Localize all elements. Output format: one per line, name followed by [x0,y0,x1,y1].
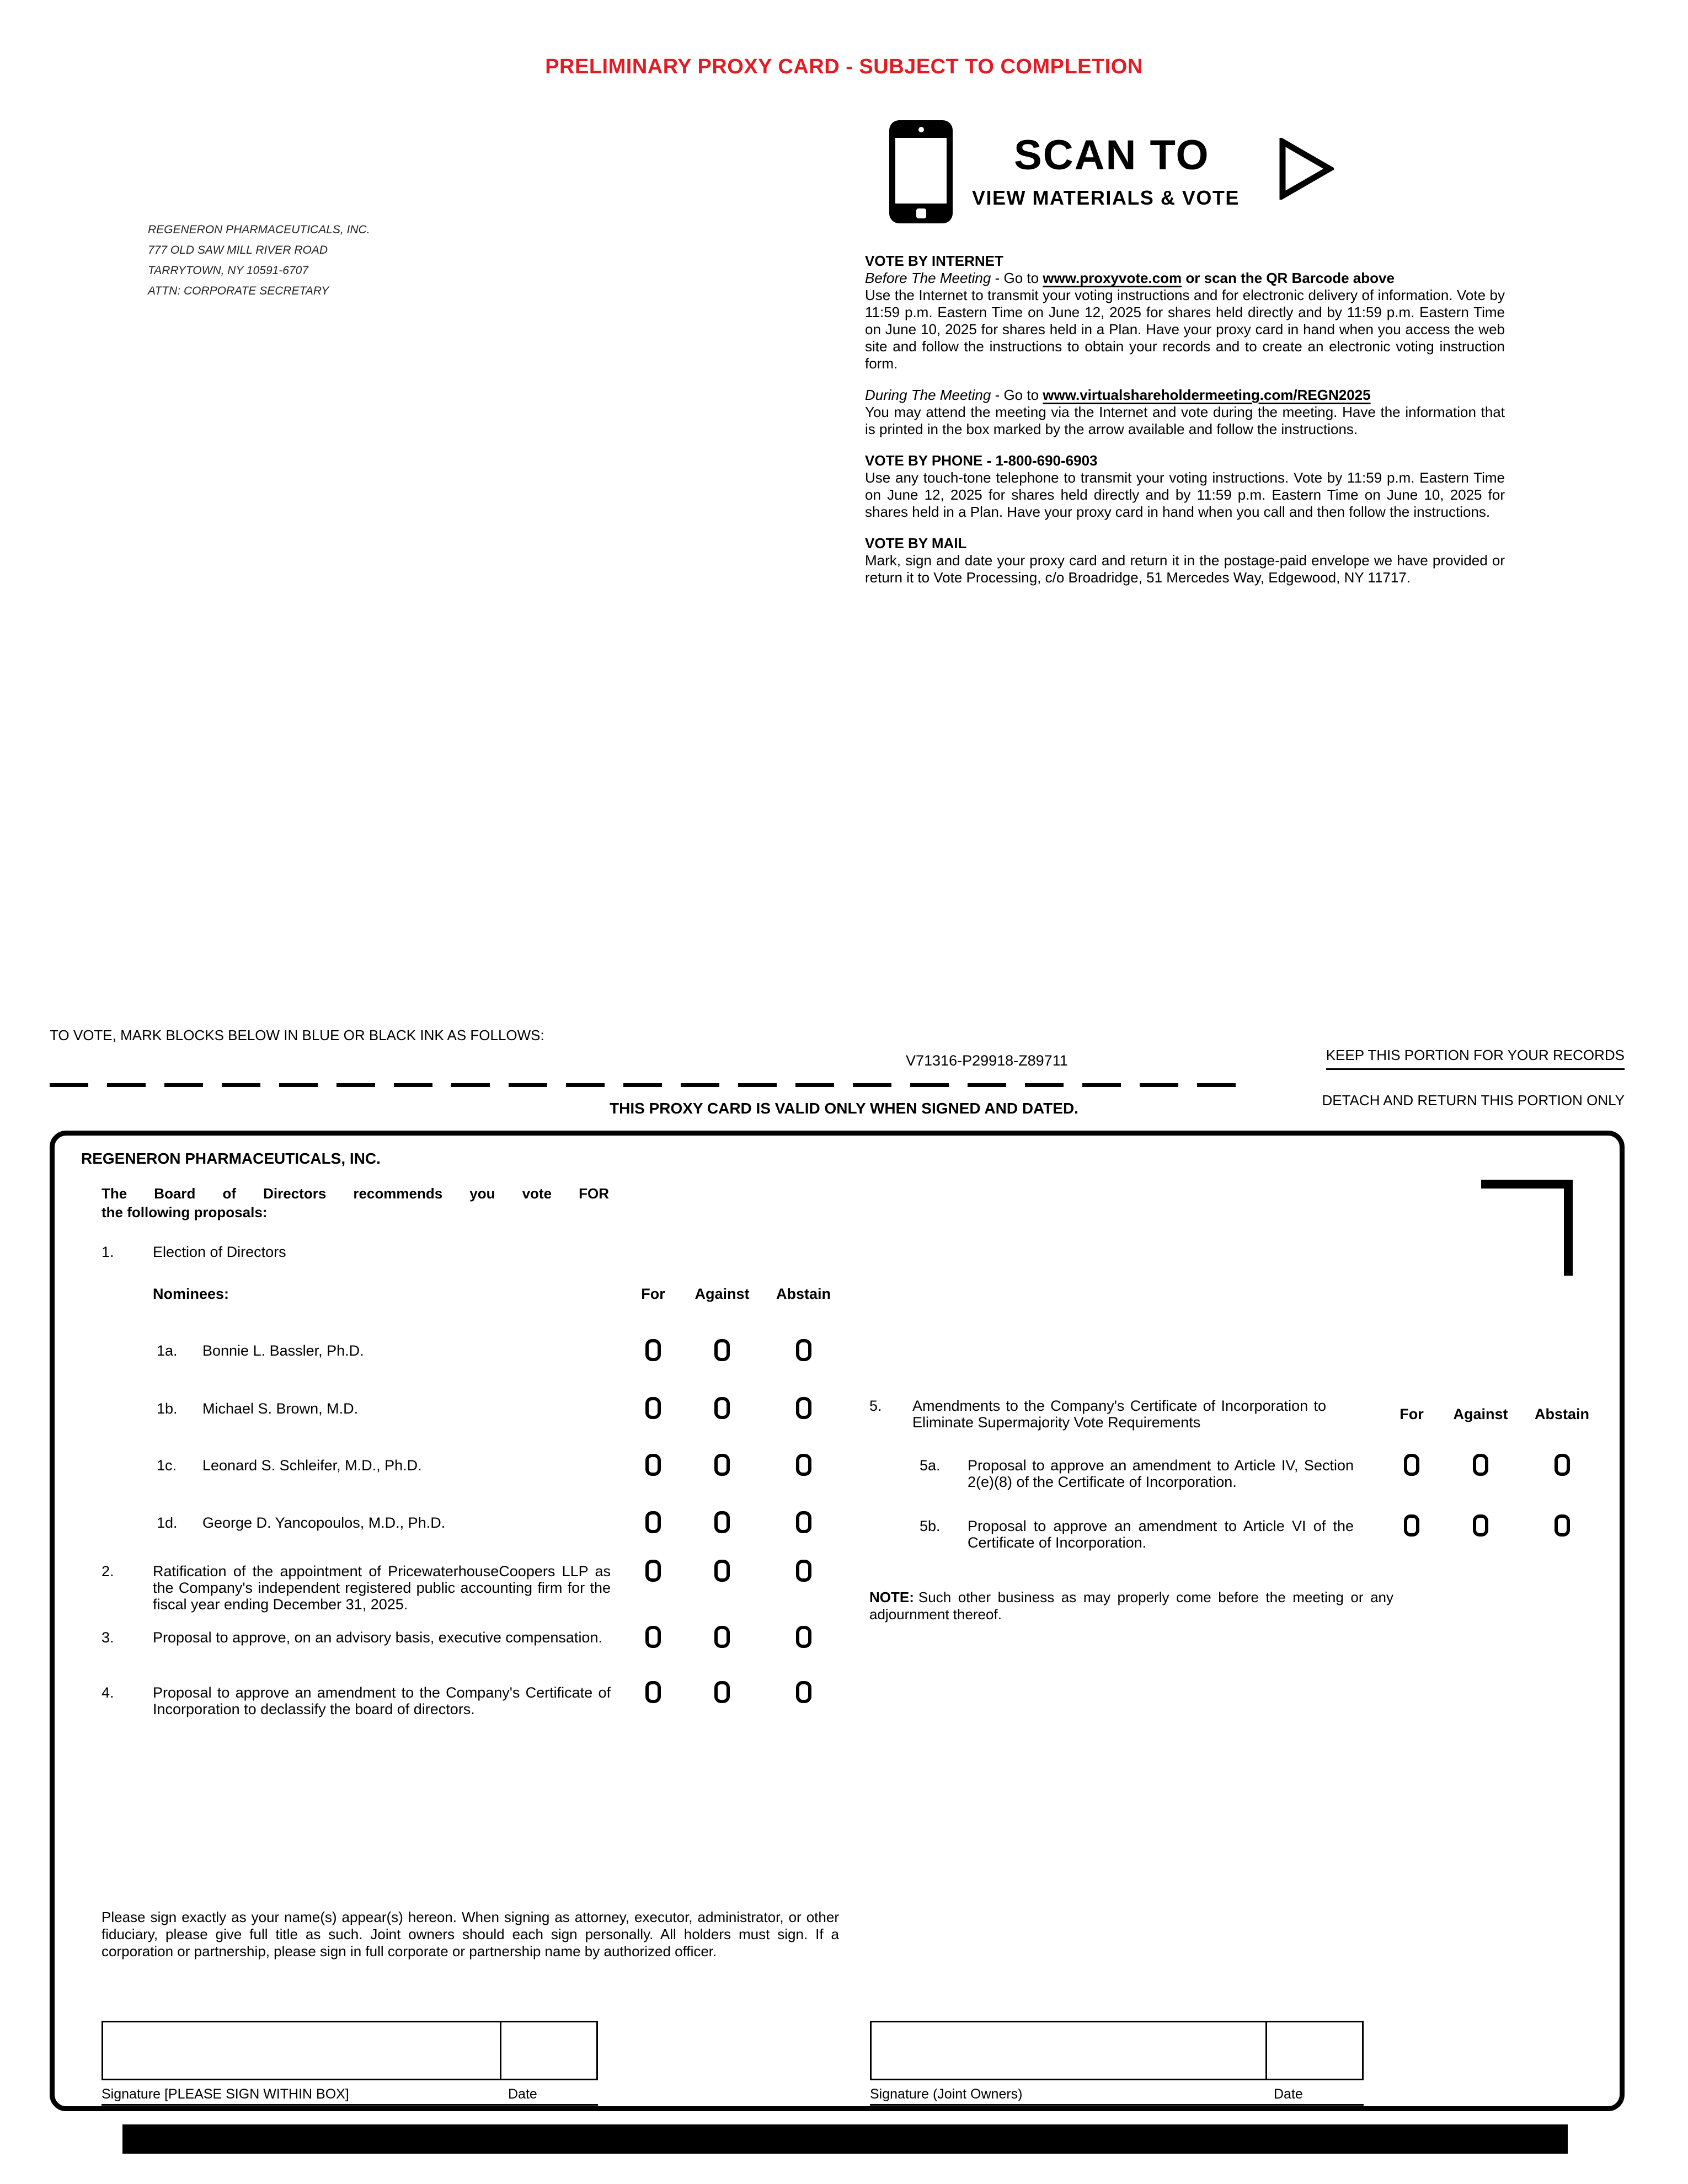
proposal-text: Proposal to approve, on an advisory basis, executive compensation. [153,1629,602,1646]
proxyvote-link[interactable]: www.proxyvote.com [1043,270,1182,286]
board-recommendation [102,1184,609,1222]
vote-boxes [623,1397,846,1422]
vote-by-phone-heading: VOTE BY PHONE - 1-800-690-6903 [865,452,1098,469]
for-checkbox[interactable] [645,1560,661,1582]
phone-camera-dot [918,127,924,132]
for-checkbox[interactable] [1404,1454,1419,1476]
for-checkbox[interactable] [1404,1514,1419,1537]
sign-instructions: Please sign exactly as your name(s) appear(s) hereon. When signing as attorney, executor, administrator, or other fiduciary, please give full title as such. Joint owners should each sign personally. All holders must sign. If a corporation or partnership, please sign in full corporate or partnership name by authorized officer. [102,1909,839,1960]
date1-label: Date [508,2086,537,2102]
scan-to-subtitle: VIEW MATERIALS & VOTE [972,186,1240,209]
virtualshareholdermeeting-link[interactable]: www.virtualshareholdermeeting.com/REGN2025 [1043,387,1371,403]
proposal-number: 4. [102,1684,114,1701]
control-number: V71316-P29918-Z89711 [906,1052,1068,1069]
proposal-number: 5a. [920,1457,941,1474]
abstain-checkbox[interactable] [796,1511,811,1533]
phone-screen [895,138,947,204]
scan-strip [122,2124,1568,2154]
date2-label: Date [1274,2086,1303,2102]
before-meeting-tail: or scan the QR Barcode above [1182,270,1395,286]
against-checkbox[interactable] [714,1397,730,1419]
proposal-number: 2. [102,1563,114,1580]
company-address [148,220,370,301]
vote-boxes [623,1626,846,1651]
proposal-text: Proposal to approve an amendment to Article VI of the Certificate of Incorporation. [968,1518,1354,1551]
note-text: Such other business as may properly come before the meeting or any adjournment thereof. [869,1589,1393,1623]
abstain-checkbox[interactable] [796,1454,811,1476]
during-meeting-paragraph: You may attend the meeting via the Internet and vote during the meeting. Have the information that is printed in the box marked by the arrow available and follow the instructions. [865,404,1505,437]
for-header: For [1399,1406,1424,1422]
abstain-header: Abstain [776,1286,831,1302]
against-checkbox[interactable] [714,1626,730,1648]
during-meeting-sep: - Go to [991,387,1043,403]
preliminary-notice: PRELIMINARY PROXY CARD - SUBJECT TO COMPLETION [545,55,1143,78]
nominee-number: 1a. [157,1342,178,1359]
vote-boxes [623,1454,846,1479]
against-checkbox[interactable] [714,1511,730,1533]
address-attn: ATTN: CORPORATE SECRETARY [148,285,329,297]
address-city: TARRYTOWN, NY 10591-6707 [148,264,309,277]
vote-boxes [1381,1514,1605,1539]
corner-registration-mark [1481,1180,1573,1276]
before-meeting-sep: - Go to [991,270,1043,286]
proposal-text: Ratification of the appointment of PricewaterhouseCoopers LLP as the Company's independent registered public accounting firm for the fiscal year ending December 31, 2025. [153,1563,611,1613]
keep-portion-note: KEEP THIS PORTION FOR YOUR RECORDS [1326,1047,1625,1070]
against-checkbox[interactable] [1473,1454,1488,1476]
abstain-checkbox[interactable] [796,1560,811,1582]
against-checkbox[interactable] [714,1681,730,1703]
proposal-number: 3. [102,1629,114,1646]
signature-underline-right [870,2104,1364,2106]
proposal-text: Proposal to approve an amendment to the Company's Certificate of Incorporation to declassify the board of directors. [153,1684,611,1717]
against-checkbox[interactable] [1473,1514,1488,1537]
proposal-text: Proposal to approve an amendment to Article IV, Section 2(e)(8) of the Certificate of Incorporation. [968,1457,1354,1490]
vote-boxes [1381,1454,1605,1479]
ballot-card [50,1131,1625,2111]
abstain-checkbox[interactable] [796,1339,811,1361]
vote-columns-header-right [1381,1406,1605,1423]
vote-boxes [623,1339,846,1364]
board-recommendation-line1: The Board of Directors recommends you vote FOR [102,1185,609,1202]
before-meeting-label: Before The Meeting [865,270,991,286]
abstain-checkbox[interactable] [1555,1514,1570,1537]
abstain-checkbox[interactable] [796,1626,811,1648]
arrow-icon [1279,138,1334,200]
note-label: NOTE: [869,1589,914,1605]
for-header: For [641,1286,665,1302]
for-checkbox[interactable] [645,1339,661,1361]
board-recommendation-line2: the following proposals: [102,1204,268,1221]
scan-to-title: SCAN TO [1014,132,1210,179]
address-company: REGENERON PHARMACEUTICALS, INC. [148,223,370,236]
against-checkbox[interactable] [714,1560,730,1582]
other-business-note [869,1589,1393,1623]
vote-by-mail-heading: VOTE BY MAIL [865,535,967,552]
mark-instruction: TO VOTE, MARK BLOCKS BELOW IN BLUE OR BLACK INK AS FOLLOWS: [50,1027,544,1043]
against-header: Against [1453,1406,1508,1422]
for-checkbox[interactable] [645,1511,661,1533]
vote-boxes [623,1560,846,1585]
abstain-header: Abstain [1534,1406,1589,1422]
proposal-number: 1. [102,1244,114,1260]
perforation-line [50,1083,1252,1087]
vote-columns-header-left [623,1286,846,1303]
nominee-number: 1d. [157,1514,178,1531]
smartphone-icon [889,120,953,223]
against-checkbox[interactable] [714,1339,730,1361]
signature-underline-left [102,2104,598,2106]
signature2-label: Signature (Joint Owners) [870,2086,1023,2102]
nominee-name: Leonard S. Schleifer, M.D., Ph.D. [202,1457,422,1474]
signature1-label: Signature [PLEASE SIGN WITHIN BOX] [102,2086,349,2102]
card-company-name: REGENERON PHARMACEUTICALS, INC. [81,1150,381,1167]
for-checkbox[interactable] [645,1681,661,1703]
signature-box-primary[interactable] [102,2021,501,2080]
during-meeting-line [865,387,1505,404]
nominee-number: 1b. [157,1400,178,1417]
date-box-joint[interactable] [1265,2021,1364,2080]
during-meeting-label: During The Meeting [865,387,991,403]
vote-boxes [623,1511,846,1536]
for-checkbox[interactable] [645,1397,661,1419]
nominee-number: 1c. [157,1457,177,1474]
voting-instructions [865,253,1505,586]
nominees-label: Nominees: [153,1286,229,1302]
proposal-text: Election of Directors [153,1244,286,1260]
against-header: Against [695,1286,750,1302]
abstain-checkbox[interactable] [796,1397,811,1419]
signature-box-joint[interactable] [870,2021,1267,2080]
vote-by-internet-heading: VOTE BY INTERNET [865,253,1003,269]
internet-instructions-paragraph: Use the Internet to transmit your voting instructions and for electronic delivery of information. Vote by 11:59 p.m. Eastern Time on June 12, 2025 for shares held directly and by 11:59 p.m. Eastern Time on June 10, 2025 for shares held in a Plan. Have your proxy card in hand when you access the web site and follow the instructions to obtain your records and to create an electronic voting instruction form. [865,287,1505,372]
for-checkbox[interactable] [645,1626,661,1648]
vote-boxes [623,1681,846,1706]
phone-instructions-paragraph: Use any touch-tone telephone to transmit your voting instructions. Vote by 11:59 p.m. Eastern Time on June 12, 2025 for shares held directly and by 11:59 p.m. Eastern Time on June 10, 2025 for shares held in a Plan. Have your proxy card in hand when you call and then follow the instructions. [865,469,1505,520]
abstain-checkbox[interactable] [1555,1454,1570,1476]
for-checkbox[interactable] [645,1454,661,1476]
proposal-number: 5. [869,1398,882,1414]
before-meeting-line [865,270,1505,287]
proposal-text: Amendments to the Company's Certificate of Incorporation to Eliminate Supermajority Vote Requirements [912,1398,1326,1431]
mail-instructions-paragraph: Mark, sign and date your proxy card and return it in the postage-paid envelope we have provided or return it to Vote Processing, c/o Broadridge, 51 Mercedes Way, Edgewood, NY 11717. [865,552,1505,586]
abstain-checkbox[interactable] [796,1681,811,1703]
against-checkbox[interactable] [714,1454,730,1476]
proposal-number: 5b. [920,1518,941,1534]
nominee-name: George D. Yancopoulos, M.D., Ph.D. [202,1514,446,1531]
valid-when-signed-note: THIS PROXY CARD IS VALID ONLY WHEN SIGNED AND DATED. [610,1100,1078,1117]
nominee-name: Bonnie L. Bassler, Ph.D. [202,1342,364,1359]
nominee-name: Michael S. Brown, M.D. [202,1400,359,1417]
address-street: 777 OLD SAW MILL RIVER ROAD [148,244,328,256]
phone-home-button [916,208,926,218]
detach-return-note: DETACH AND RETURN THIS PORTION ONLY [1322,1092,1625,1109]
date-box-primary[interactable] [500,2021,598,2080]
